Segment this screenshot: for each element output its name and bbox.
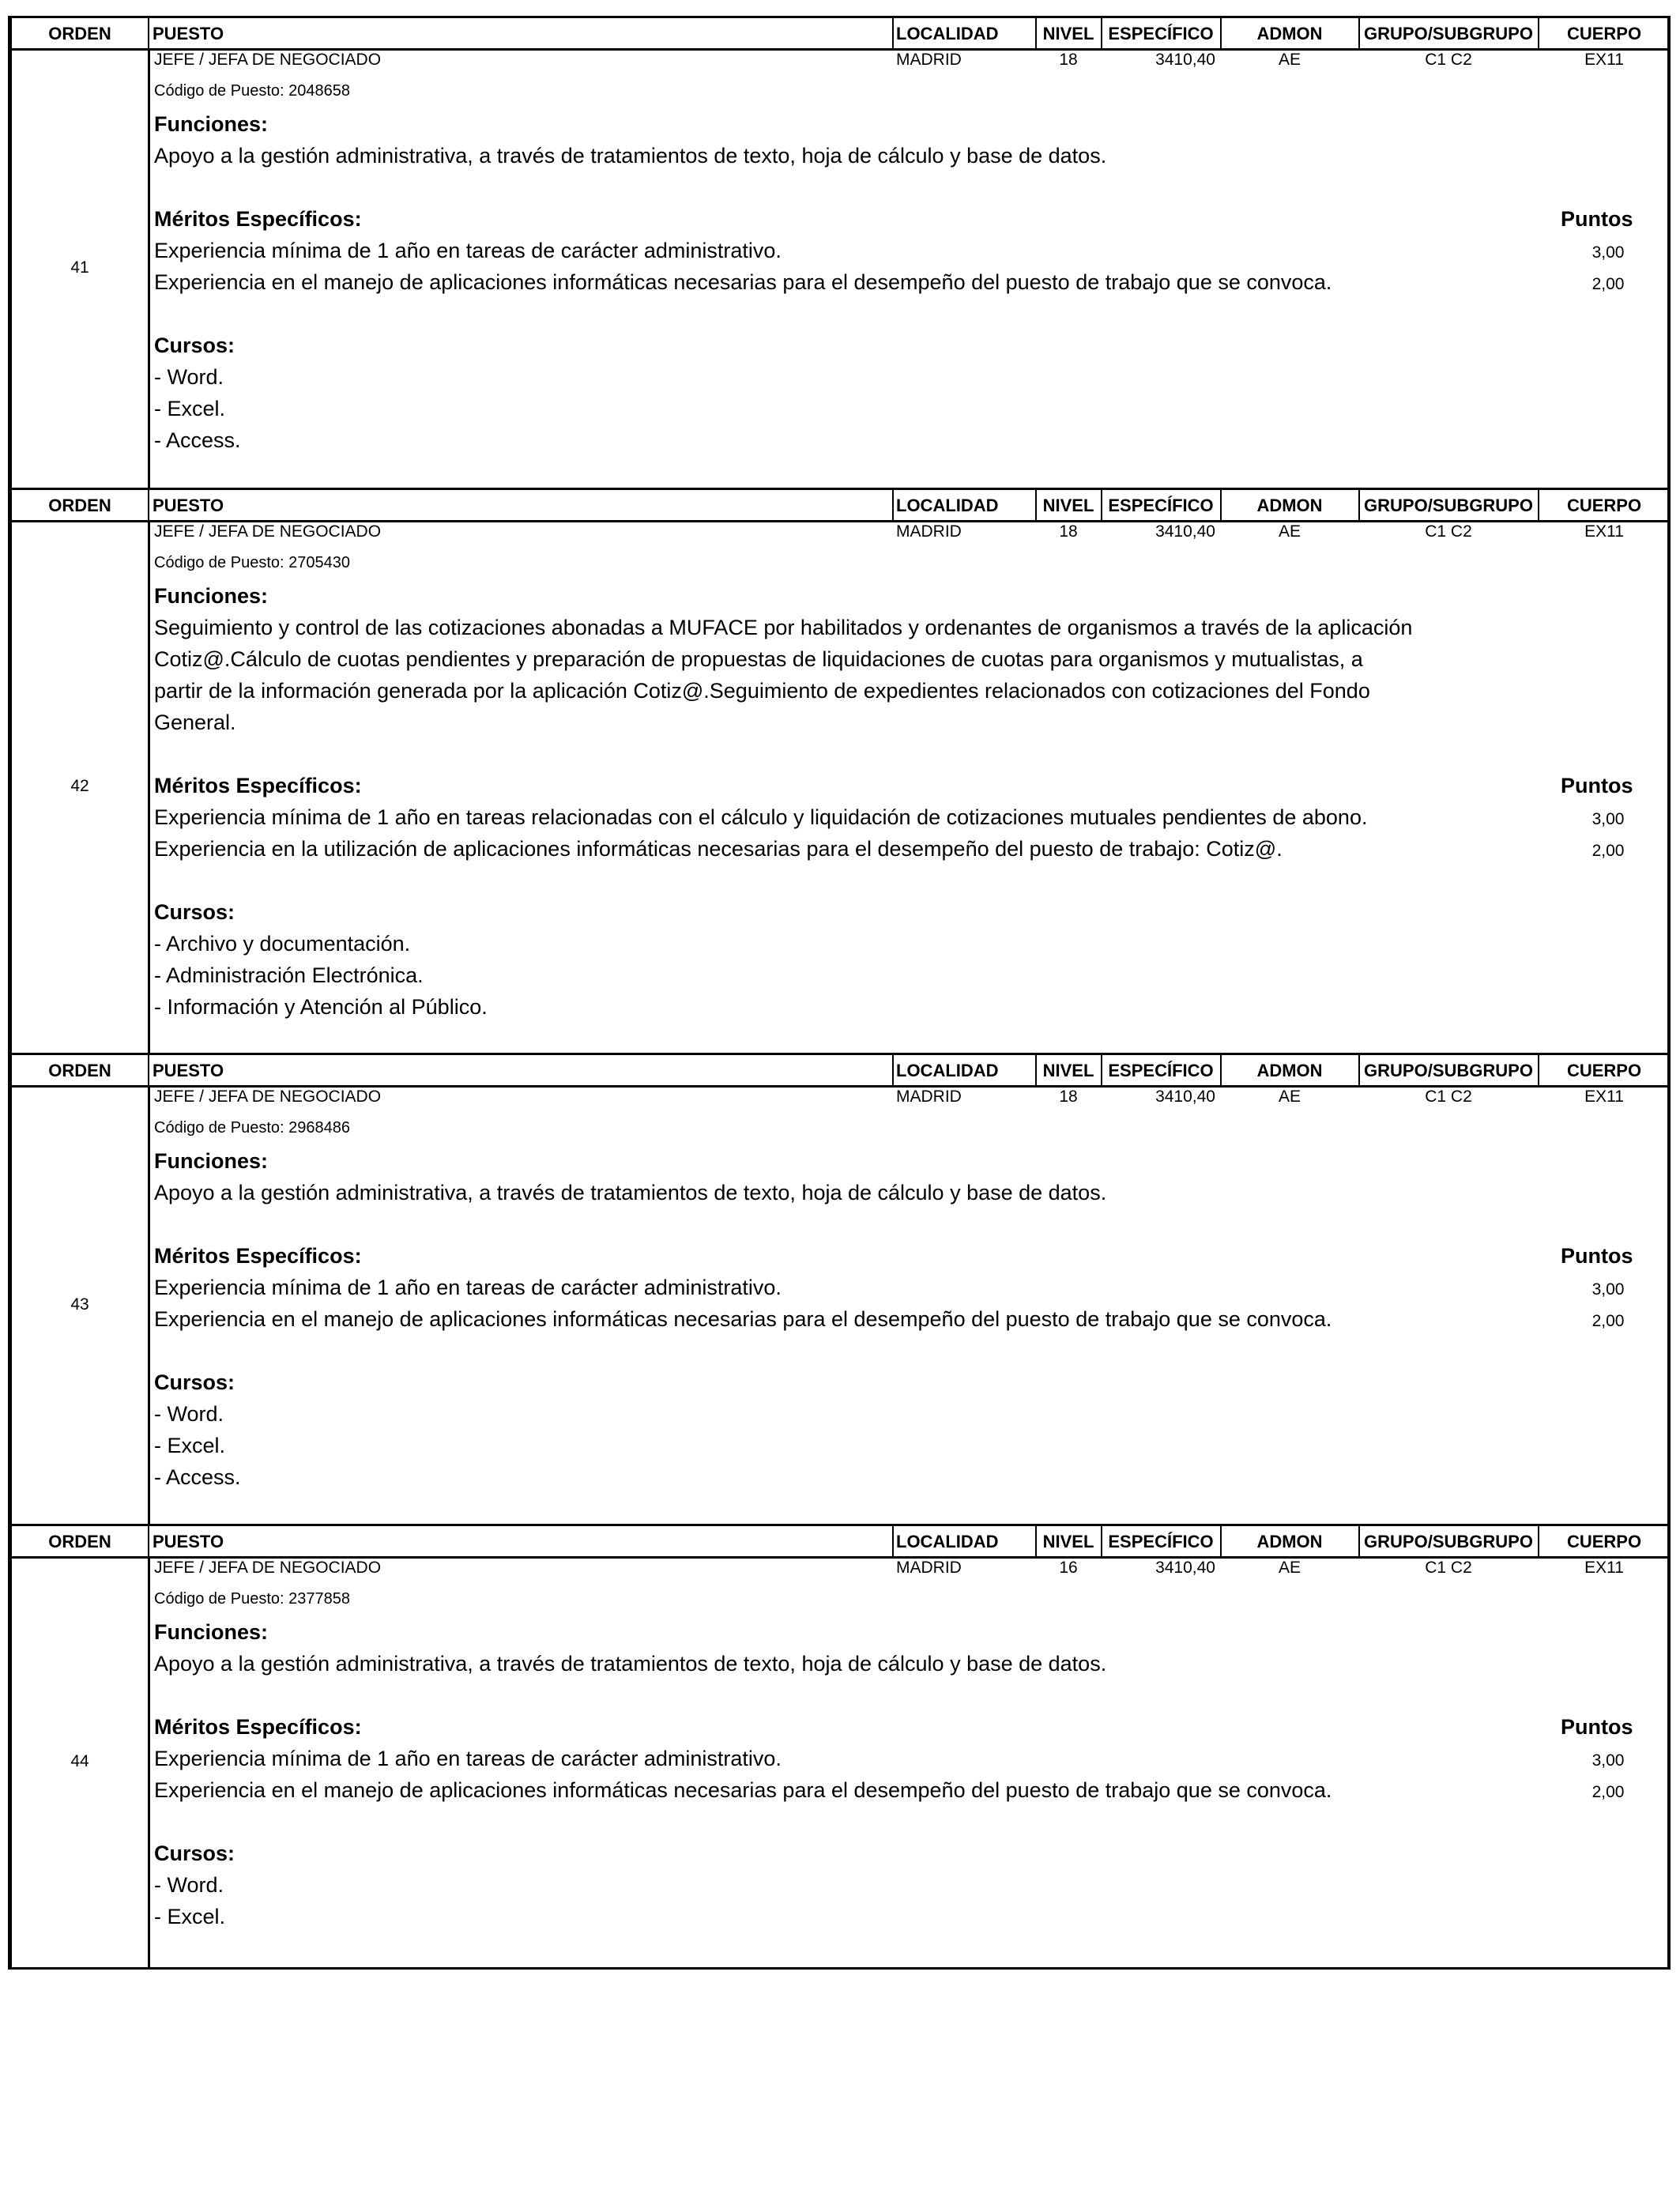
header-divider	[892, 1526, 894, 1556]
column-header-row	[12, 1055, 1667, 1088]
header-localidad: LOCALIDAD	[896, 24, 999, 43]
header-divider	[892, 18, 894, 48]
curso-item: - Access.	[154, 428, 241, 452]
header-divider	[1538, 18, 1539, 48]
row-especifico: 3410,40	[1155, 522, 1215, 541]
header-admon: ADMON	[1256, 24, 1323, 43]
row-puesto: JEFE / JEFA DE NEGOCIADO	[154, 1088, 382, 1106]
curso-item: - Word.	[154, 1873, 224, 1897]
funciones-label: Funciones:	[154, 112, 269, 136]
orden-column-divider	[148, 48, 150, 488]
row-admon: AE	[1278, 1559, 1301, 1577]
header-localidad: LOCALIDAD	[896, 1532, 999, 1551]
header-cuerpo: CUERPO	[1566, 1061, 1642, 1080]
job-post-block	[8, 16, 1671, 490]
column-header-row	[12, 490, 1667, 522]
row-grupo: C1 C2	[1425, 51, 1472, 69]
merito-puntos: 3,00	[1591, 243, 1625, 262]
merito-text: Experiencia en el manejo de aplicaciones informáticas necesarias para el desempeño del puesto de trabajo que se convoca.	[154, 270, 1332, 294]
puntos-label: Puntos	[1561, 207, 1633, 231]
row-cuerpo: EX11	[1584, 522, 1624, 541]
merito-text: Experiencia en el manejo de aplicaciones informáticas necesarias para el desempeño del puesto de trabajo que se convoca.	[154, 1307, 1332, 1331]
funciones-line: Cotiz@.Cálculo de cuotas pendientes y preparación de propuestas de liquidaciones de cuotas para organismos y mutualistas, a	[154, 647, 1363, 671]
cursos-label: Cursos:	[154, 1370, 235, 1394]
header-orden: ORDEN	[48, 24, 111, 43]
row-localidad: MADRID	[896, 1088, 962, 1106]
job-post-block	[8, 1524, 1671, 1970]
row-cuerpo: EX11	[1584, 51, 1624, 69]
header-orden: ORDEN	[48, 1061, 111, 1080]
cursos-label: Cursos:	[154, 334, 235, 357]
row-localidad: MADRID	[896, 51, 962, 69]
header-grupo: GRUPO/SUBGRUPO	[1364, 496, 1533, 515]
job-post-block	[8, 1053, 1671, 1526]
row-puesto: JEFE / JEFA DE NEGOCIADO	[154, 522, 382, 541]
row-cuerpo: EX11	[1584, 1088, 1624, 1106]
merito-puntos: 2,00	[1591, 1783, 1625, 1801]
merito-text: Experiencia mínima de 1 año en tareas de carácter administrativo.	[154, 1747, 782, 1770]
header-admon: ADMON	[1256, 1532, 1323, 1551]
header-grupo: GRUPO/SUBGRUPO	[1364, 1061, 1533, 1080]
merito-puntos: 3,00	[1591, 1280, 1625, 1299]
row-especifico: 3410,40	[1155, 1559, 1215, 1577]
header-divider	[1220, 490, 1222, 520]
curso-item: - Excel.	[154, 1905, 226, 1928]
header-divider	[1538, 1526, 1539, 1556]
row-grupo: C1 C2	[1425, 522, 1472, 541]
header-puesto: PUESTO	[153, 1061, 224, 1080]
header-grupo: GRUPO/SUBGRUPO	[1364, 24, 1533, 43]
funciones-label: Funciones:	[154, 584, 269, 608]
puntos-label: Puntos	[1561, 774, 1633, 797]
header-divider	[148, 1526, 149, 1556]
header-admon: ADMON	[1256, 1061, 1323, 1080]
header-nivel: NIVEL	[1042, 496, 1094, 515]
header-puesto: PUESTO	[153, 24, 224, 43]
orden-number: 44	[70, 1752, 89, 1770]
header-divider	[1358, 18, 1360, 48]
funciones-line: Apoyo a la gestión administrativa, a través de tratamientos de texto, hoja de cálculo y base de datos.	[154, 1181, 1107, 1204]
funciones-line: Apoyo a la gestión administrativa, a través de tratamientos de texto, hoja de cálculo y base de datos.	[154, 1652, 1107, 1676]
row-especifico: 3410,40	[1155, 51, 1215, 69]
puntos-label: Puntos	[1561, 1715, 1633, 1739]
codigo-puesto: Código de Puesto: 2048658	[154, 82, 350, 100]
column-header-row	[12, 18, 1667, 51]
row-admon: AE	[1278, 51, 1301, 69]
header-admon: ADMON	[1256, 496, 1323, 515]
header-localidad: LOCALIDAD	[896, 1061, 999, 1080]
meritos-label: Méritos Específicos:	[154, 1244, 362, 1268]
row-nivel: 18	[1059, 1088, 1078, 1106]
cursos-label: Cursos:	[154, 900, 235, 924]
header-divider	[1220, 18, 1222, 48]
curso-item: - Excel.	[154, 397, 226, 420]
merito-text: Experiencia mínima de 1 año en tareas de carácter administrativo.	[154, 1276, 782, 1299]
row-grupo: C1 C2	[1425, 1088, 1472, 1106]
curso-item: - Access.	[154, 1465, 241, 1489]
merito-puntos: 3,00	[1591, 1751, 1625, 1770]
row-especifico: 3410,40	[1155, 1088, 1215, 1106]
merito-text: Experiencia en la utilización de aplicaciones informáticas necesarias para el desempeño del puesto de trabajo: Cotiz@.	[154, 837, 1283, 861]
header-divider	[1358, 490, 1360, 520]
header-divider	[148, 490, 149, 520]
header-divider	[148, 18, 149, 48]
row-puesto: JEFE / JEFA DE NEGOCIADO	[154, 51, 382, 69]
header-divider	[1358, 1055, 1360, 1085]
row-localidad: MADRID	[896, 1559, 962, 1577]
header-orden: ORDEN	[48, 496, 111, 515]
header-grupo: GRUPO/SUBGRUPO	[1364, 1532, 1533, 1551]
orden-column-divider	[148, 520, 150, 1053]
row-admon: AE	[1278, 1088, 1301, 1106]
merito-puntos: 2,00	[1591, 1312, 1625, 1330]
row-nivel: 18	[1059, 51, 1078, 69]
funciones-line: Apoyo a la gestión administrativa, a través de tratamientos de texto, hoja de cálculo y base de datos.	[154, 144, 1107, 168]
merito-text: Experiencia mínima de 1 año en tareas relacionadas con el cálculo y liquidación de cotizaciones mutuales pendientes de abono.	[154, 805, 1368, 829]
codigo-puesto: Código de Puesto: 2968486	[154, 1119, 350, 1137]
header-puesto: PUESTO	[153, 496, 224, 515]
header-nivel: NIVEL	[1042, 1061, 1094, 1080]
header-cuerpo: CUERPO	[1566, 496, 1642, 515]
row-cuerpo: EX11	[1584, 1559, 1624, 1577]
curso-item: - Administración Electrónica.	[154, 963, 424, 987]
merito-puntos: 2,00	[1591, 275, 1625, 293]
header-orden: ORDEN	[48, 1532, 111, 1551]
orden-column-divider	[148, 1085, 150, 1524]
merito-text: Experiencia en el manejo de aplicaciones informáticas necesarias para el desempeño del puesto de trabajo que se convoca.	[154, 1778, 1332, 1802]
header-divider	[1035, 18, 1037, 48]
funciones-label: Funciones:	[154, 1149, 269, 1173]
meritos-label: Méritos Específicos:	[154, 1715, 362, 1739]
meritos-label: Méritos Específicos:	[154, 207, 362, 231]
funciones-label: Funciones:	[154, 1620, 269, 1644]
header-divider	[1220, 1055, 1222, 1085]
row-nivel: 18	[1059, 522, 1078, 541]
cursos-label: Cursos:	[154, 1842, 235, 1865]
puntos-label: Puntos	[1561, 1244, 1633, 1268]
funciones-line: General.	[154, 711, 236, 734]
header-divider	[1035, 490, 1037, 520]
curso-item: - Word.	[154, 365, 224, 389]
row-localidad: MADRID	[896, 522, 962, 541]
header-especifico: ESPECÍFICO	[1108, 1061, 1214, 1080]
funciones-line: partir de la información generada por la aplicación Cotiz@.Seguimiento de expedientes relacionados con cotizaciones del Fondo	[154, 679, 1370, 703]
merito-text: Experiencia mínima de 1 año en tareas de carácter administrativo.	[154, 239, 782, 262]
header-especifico: ESPECÍFICO	[1108, 1532, 1214, 1551]
codigo-puesto: Código de Puesto: 2705430	[154, 554, 350, 571]
row-grupo: C1 C2	[1425, 1559, 1472, 1577]
header-localidad: LOCALIDAD	[896, 496, 999, 515]
header-divider	[1101, 18, 1102, 48]
curso-item: - Información y Atención al Público.	[154, 995, 488, 1019]
header-divider	[1035, 1526, 1037, 1556]
header-nivel: NIVEL	[1042, 1532, 1094, 1551]
header-especifico: ESPECÍFICO	[1108, 24, 1214, 43]
header-cuerpo: CUERPO	[1566, 24, 1642, 43]
header-divider	[1538, 1055, 1539, 1085]
header-puesto: PUESTO	[153, 1532, 224, 1551]
header-divider	[1035, 1055, 1037, 1085]
merito-puntos: 2,00	[1591, 842, 1625, 860]
header-divider	[1358, 1526, 1360, 1556]
header-divider	[1101, 1055, 1102, 1085]
orden-number: 41	[70, 258, 89, 277]
orden-column-divider	[148, 1556, 150, 1967]
curso-item: - Word.	[154, 1402, 224, 1426]
header-divider	[1101, 490, 1102, 520]
header-cuerpo: CUERPO	[1566, 1532, 1642, 1551]
header-divider	[1538, 490, 1539, 520]
merito-puntos: 3,00	[1591, 810, 1625, 828]
funciones-line: Seguimiento y control de las cotizaciones abonadas a MUFACE por habilitados y ordenantes de organismos a través de la aplicación	[154, 616, 1413, 639]
curso-item: - Archivo y documentación.	[154, 932, 411, 956]
row-admon: AE	[1278, 522, 1301, 541]
header-divider	[148, 1055, 149, 1085]
job-post-block	[8, 488, 1671, 1055]
row-puesto: JEFE / JEFA DE NEGOCIADO	[154, 1559, 382, 1577]
orden-number: 42	[70, 777, 89, 795]
curso-item: - Excel.	[154, 1434, 226, 1457]
codigo-puesto: Código de Puesto: 2377858	[154, 1590, 350, 1608]
header-divider	[1220, 1526, 1222, 1556]
header-especifico: ESPECÍFICO	[1108, 496, 1214, 515]
header-divider	[1101, 1526, 1102, 1556]
orden-number: 43	[70, 1295, 89, 1314]
header-nivel: NIVEL	[1042, 24, 1094, 43]
header-divider	[892, 1055, 894, 1085]
row-nivel: 16	[1059, 1559, 1078, 1577]
header-divider	[892, 490, 894, 520]
column-header-row	[12, 1526, 1667, 1559]
meritos-label: Méritos Específicos:	[154, 774, 362, 797]
